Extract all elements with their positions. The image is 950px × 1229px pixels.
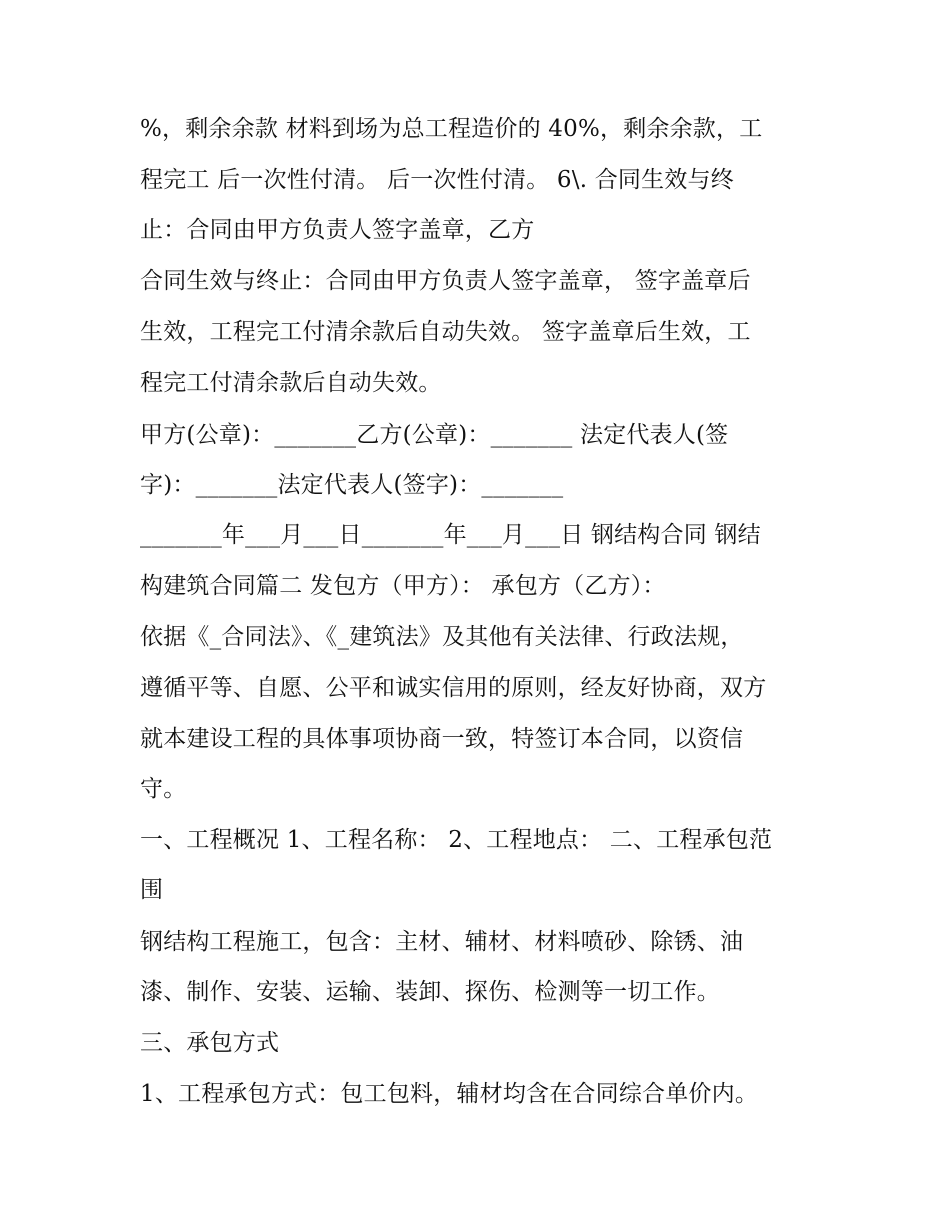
text-line-5: 生效，工程完工付清余款后自动失效。 签字盖章后生效，工 <box>140 319 751 345</box>
text-line-12: 遵循平等、自愿、公平和诚实信用的原则，经友好协商，双方 <box>140 675 767 701</box>
text-line-14: 守。 <box>140 776 187 802</box>
signature-line-1: 甲方(公章)：_______乙方(公章)：_______ 法定代表人(签 <box>140 422 729 448</box>
text-line-17: 钢结构工程施工，包含：主材、辅材、材料喷砂、除锈、油 <box>140 929 744 955</box>
text-line-6: 程完工付清余款后自动失效。 <box>140 370 442 396</box>
text-line-1: %，剩余余款 材料到场为总工程造价的 40%，剩余余款，工 <box>140 116 763 142</box>
text-line-11: 依据《_合同法》、《_建筑法》及其他有关法律、行政法规， <box>140 624 744 650</box>
section-heading-3: 三、承包方式 <box>140 1030 280 1056</box>
text-line-18: 漆、制作、安装、运输、装卸、探伤、检测等一切工作。 <box>140 979 720 1005</box>
text-line-3: 止：合同由甲方负责人签字盖章，乙方 <box>140 217 535 243</box>
text-line-2: 程完工 后一次性付清。 后一次性付清。 6\. 合同生效与终 <box>140 167 734 193</box>
text-line-20: 1、工程承包方式：包工包料，辅材均含在合同综合单价内。 <box>140 1081 759 1107</box>
section-heading-1: 一、工程概况 1、工程名称： 2、工程地点： 二、工程承包范 <box>140 827 773 853</box>
text-line-4: 合同生效与终止：合同由甲方负责人签字盖章， 签字盖章后 <box>140 268 751 294</box>
signature-line-2: 字)：_______法定代表人(签字)：_______ <box>140 472 564 498</box>
date-line: _______年___月___日_______年___月___日 钢结构合同 钢结 <box>140 522 761 548</box>
text-line-13: 就本建设工程的具体事项协商一致，特签订本合同，以资信 <box>140 726 744 752</box>
text-line-10: 构建筑合同篇二 发包方（甲方）： 承包方（乙方）： <box>140 573 666 599</box>
text-line-16: 围 <box>140 877 164 903</box>
